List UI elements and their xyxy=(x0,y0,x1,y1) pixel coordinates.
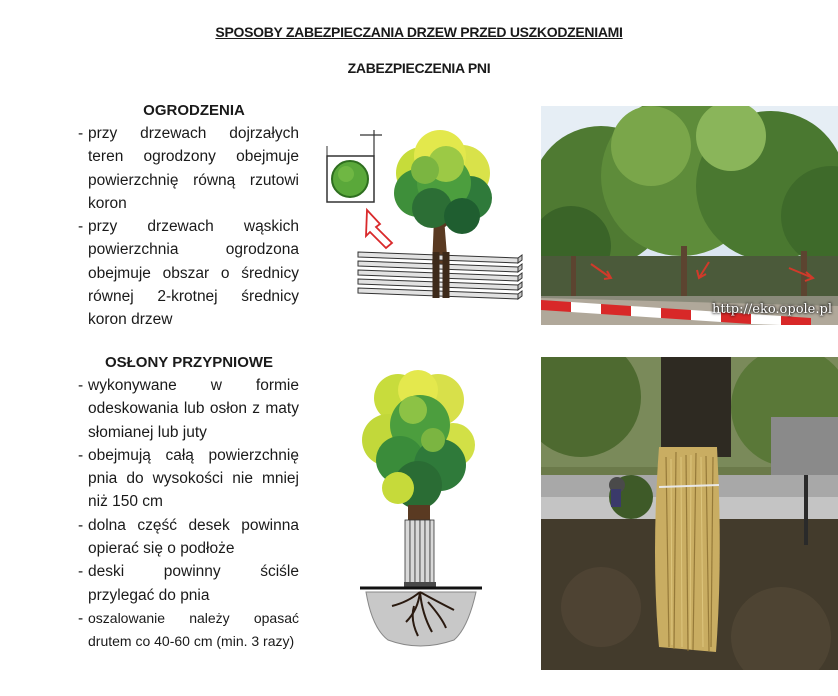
page-subtitle: ZABEZPIECZENIA PNI xyxy=(347,60,491,76)
guards-item-3: dolna część desek powinna opierać się o podłoże xyxy=(88,516,299,558)
list-item: - oszalowanie należy opasać drutem co 40-60 cm (min. 3 razy) xyxy=(78,607,299,654)
trunk-guards-bullet-list xyxy=(78,374,299,654)
fences-bullet-list xyxy=(78,122,299,332)
guards-item-5: oszalowanie należy opasać drutem co 40-60 cm (min. 3 razy) xyxy=(88,609,299,650)
fence-photo-image xyxy=(541,106,838,325)
guards-item-2: obejmują całą powierzchnię pnia do wysokości nie mniej niż 150 cm xyxy=(88,446,299,511)
list-item: - przy drzewach wąskich powierzchnia ogrodzona obejmuje obszar o średnicy równej 2-krotnej średnicy koron drzew xyxy=(78,215,299,331)
guards-item-1: wykonywane w formie odeskowania lub osłon z maty słomianej lub juty xyxy=(88,377,299,441)
list-item: - dolna część desek powinna opierać się o podłoże xyxy=(78,514,299,561)
list-item: - obejmują całą powierzchnię pnia do wysokości nie mniej niż 150 cm xyxy=(78,444,299,514)
fences-item-1: przy drzewach dojrzałych teren ogrodzony obejmuje powierzchnię równą rzutowi koron xyxy=(88,125,299,212)
section-heading-fences: OGRODZENIA xyxy=(143,102,245,119)
list-item: - deski powinny ściśle przylegać do pnia xyxy=(78,560,299,607)
trunk-guard-photo xyxy=(541,357,838,670)
trunk-boards-illustration xyxy=(358,370,484,652)
photo-credit: http://eko.opole.pl xyxy=(711,302,832,317)
section-heading-trunk-guards: OSŁONY PRZYPNIOWE xyxy=(104,354,274,371)
guards-item-4: deski powinny ściśle przylegać do pnia xyxy=(88,563,299,604)
page-title: SPOSOBY ZABEZPIECZANIA DRZEW PRZED USZKODZENIAMI xyxy=(215,24,623,40)
trunk-guard-photo-image xyxy=(541,357,838,670)
fenced-tree-illustration xyxy=(322,128,527,304)
fences-item-2: przy drzewach wąskich powierzchnia ogrodzona obejmuje obszar o średnicy równej 2-krotnej średnicy koron drzew xyxy=(88,218,299,329)
fence-photo xyxy=(541,106,838,325)
list-item: - wykonywane w formie odeskowania lub osłon z maty słomianej lub juty xyxy=(78,374,299,444)
list-item: - przy drzewach dojrzałych teren ogrodzony obejmuje powierzchnię równą rzutowi koron xyxy=(78,122,299,215)
